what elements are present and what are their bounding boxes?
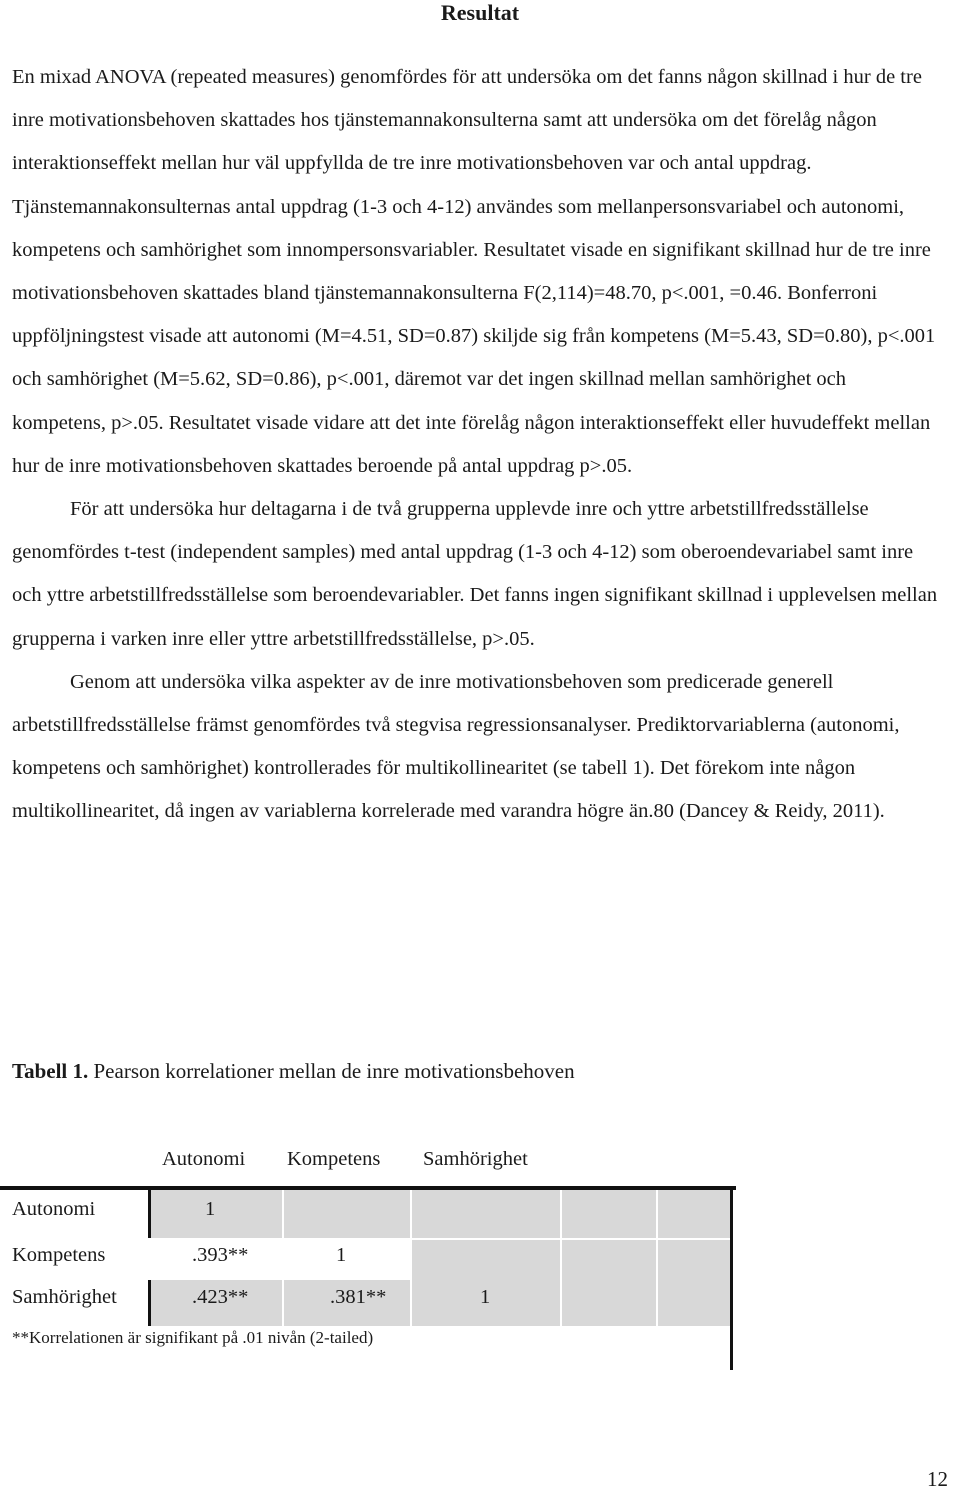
paragraph-t-test-results: För att undersöka hur deltagarna i de två grupperna upplevde inre och yttre arbetstillfredsställelse genomfördes t-test (independent samples) med antal uppdrag (1-3 och 4-12) som oberoendevariabel samt inre och yttre arbetstillfredsställelse som beroendevariabler. Det fanns ingen signifikant skillnad i upplevelsen mellan grupperna i varken inre eller yttre arbetstillfredsställelse, p>.05. xyxy=(12,498,938,650)
paragraph-anova-results: En mixad ANOVA (repeated measures) genomfördes för att undersöka om det fanns någon skillnad i hur de tre inre motivationsbehoven skattades hos tjänstemannakonsulterna samt att undersöka om det förelåg någon interaktionseffekt mellan hur väl uppfyllda de tre inre motivationsbehoven var och antal uppdrag. Tjänstemannakonsulternas antal uppdrag (1-3 och 4-12) användes som mellanpersonsvariabel och autonomi, kompetens och samhörighet som innompersonsvariabler. Resultatet visade en signifikant skillnad hur de tre inre motivationsbehoven skattades bland tjänstemannakonsulterna F(2,114)=48.70, p<.001, =0.46. Bonferroni uppföljningstest visade att autonomi (M=4.51, SD=0.87) skiljde sig från kompetens (M=5.43, SD=0.80), p<.001 och samhörighet (M=5.62, SD=0.86), p<.001, däremot var det ingen skillnad mellan samhörighet och kompetens, p>.05. Resultatet visade vidare att det inte förelåg någon interaktionseffekt eller huvudeffekt mellan hur de inre motivationsbehoven skattades beroende på antal uppdrag p>.05. xyxy=(12,66,936,477)
column-separator xyxy=(410,1190,412,1326)
column-separator xyxy=(656,1190,658,1326)
table-right-rule xyxy=(730,1186,733,1370)
correlation-table xyxy=(0,1136,740,1376)
table-caption-text: Pearson korrelationer mellan de inre motivationsbehoven xyxy=(93,1059,575,1083)
row-label-samhorighet: Samhörighet xyxy=(12,1286,117,1308)
column-header-autonomi: Autonomi xyxy=(162,1148,246,1170)
row-2-shading xyxy=(412,1240,732,1280)
table-footnote: **Korrelationen är signifikant på .01 nivån (2-tailed) xyxy=(12,1328,374,1347)
row-1-shading xyxy=(150,1190,732,1238)
column-separator xyxy=(560,1190,562,1326)
table-caption-label: Tabell 1. xyxy=(12,1059,89,1083)
cell-autonomi-autonomi: 1 xyxy=(205,1198,216,1220)
section-heading: Resultat xyxy=(440,0,520,25)
cell-samhorighet-autonomi: .423** xyxy=(192,1286,249,1308)
column-header-kompetens: Kompetens xyxy=(287,1148,381,1170)
cell-kompetens-autonomi: .393** xyxy=(192,1244,249,1266)
cell-samhorighet-kompetens: .381** xyxy=(330,1286,387,1308)
cell-kompetens-kompetens: 1 xyxy=(336,1244,347,1266)
body-text xyxy=(12,56,940,834)
label-column-rule xyxy=(148,1280,151,1326)
column-header-samhorighet: Samhörighet xyxy=(423,1148,528,1170)
row-label-kompetens: Kompetens xyxy=(12,1244,106,1266)
column-separator xyxy=(282,1190,284,1326)
table-caption xyxy=(12,1056,575,1086)
page-number: 12 xyxy=(927,1467,948,1491)
label-column-rule xyxy=(148,1190,151,1238)
paragraph-regression-method: Genom att undersöka vilka aspekter av de inre motivationsbehoven som predicerade generell arbetstillfredsställelse främst genomfördes två stegvisa regressionsanalyser. Prediktorvariablerna (autonomi, kompetens och samhörighet) kontrollerades för multikollinearitet (se tabell 1). Det förekom inte någon multikollinearitet, då ingen av variablerna korrelerade med varandra högre än.80 (Dancey & Reidy, 2011). xyxy=(12,670,900,823)
cell-samhorighet-samhorighet: 1 xyxy=(480,1286,491,1308)
row-label-autonomi: Autonomi xyxy=(12,1198,96,1220)
